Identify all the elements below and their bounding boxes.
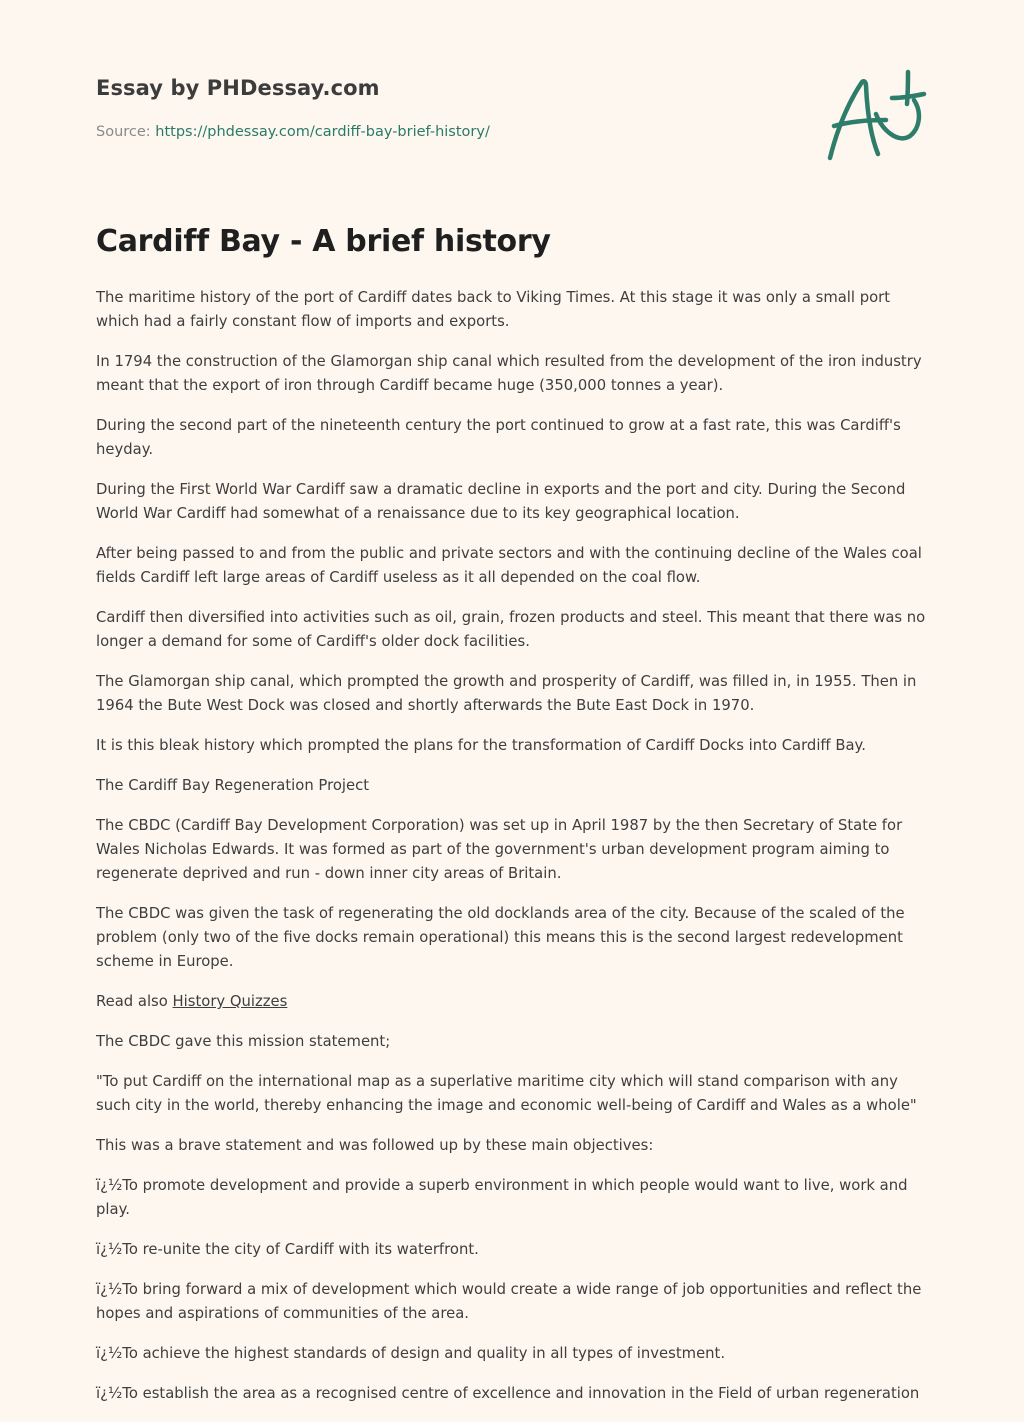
read-also-link[interactable]: History Quizzes (172, 993, 288, 1010)
objective-item: ï¿½To achieve the highest standards of design and quality in all types of investment. (96, 1345, 726, 1362)
objective-item: ï¿½To re-unite the city of Cardiff with its waterfront. (96, 1241, 479, 1258)
essay-title: Cardiff Bay - A brief history (96, 224, 551, 259)
paragraph: In 1794 the construction of the Glamorgan ship canal which resulted from the development of the iron industry meant that the export of iron through Cardiff became huge (350,000 tonnes a year). (96, 353, 922, 394)
source-link[interactable]: https://phdessay.com/cardiff-bay-brief-history/ (155, 124, 490, 140)
paragraph: During the second part of the nineteenth century the port continued to grow at a fast rate, this was Cardiff's heyday. (96, 417, 901, 458)
paragraph: The maritime history of the port of Cardiff dates back to Viking Times. At this stage it was only a small port which had a fairly constant flow of imports and exports. (96, 289, 891, 330)
paragraph: During the First World War Cardiff saw a dramatic decline in exports and the port and city. During the Second World War Cardiff had somewhat of a renaissance due to its key geographical location. (96, 481, 906, 522)
paragraph: After being passed to and from the public and private sectors and with the continuing decline of the Wales coal fields Cardiff left large areas of Cardiff useless as it all depended on the coal flow. (96, 545, 922, 586)
a-plus-logo-icon (822, 68, 930, 168)
essay-body (96, 286, 928, 1422)
read-also (96, 990, 928, 1014)
objective-item: ï¿½To establish the area as a recognised centre of excellence and innovation in the Field of urban regeneration (96, 1385, 920, 1402)
paragraph: Cardiff then diversified into activities such as oil, grain, frozen products and steel. This meant that there was no longer a demand for some of Cardiff's older dock facilities. (96, 609, 926, 650)
paragraph: The Glamorgan ship canal, which prompted the growth and prosperity of Cardiff, was filled in, in 1955. Then in 1964 the Bute West Dock was closed and shortly afterwards the Bute East Dock in 1970. (96, 673, 917, 714)
section-heading: The Cardiff Bay Regeneration Project (96, 777, 370, 794)
paragraph: This was a brave statement and was followed up by these main objectives: (96, 1137, 654, 1154)
site-title: Essay by PHDessay.com (96, 76, 380, 100)
paragraph: The CBDC (Cardiff Bay Development Corporation) was set up in April 1987 by the then Secretary of State for Wales Nicholas Edwards. It was formed as part of the government's urban development program aiming to regenerate deprived and run - down inner city areas of Britain. (96, 817, 903, 882)
objective-item: ï¿½To promote development and provide a superb environment in which people would want to live, work and play. (96, 1177, 908, 1218)
objective-item: ï¿½To bring forward a mix of development which would create a wide range of job opportunities and reflect the hopes and aspirations of communities of the area. (96, 1281, 922, 1322)
quote-paragraph: "To put Cardiff on the international map as a superlative maritime city which will stand comparison with any such city in the world, thereby enhancing the image and economic well-being of Cardiff and Wales as a whole" (96, 1073, 917, 1114)
source-label: Source: (96, 124, 151, 140)
source-line (96, 124, 490, 140)
read-also-prefix: Read also (96, 993, 173, 1010)
paragraph: The CBDC gave this mission statement; (96, 1033, 391, 1050)
paragraph: The CBDC was given the task of regenerating the old docklands area of the city. Because of the scaled of the problem (only two of the five docks remain operational) this means this is the second largest redevelopment scheme in Europe. (96, 905, 905, 970)
paragraph: It is this bleak history which prompted the plans for the transformation of Cardiff Docks into Cardiff Bay. (96, 737, 866, 754)
